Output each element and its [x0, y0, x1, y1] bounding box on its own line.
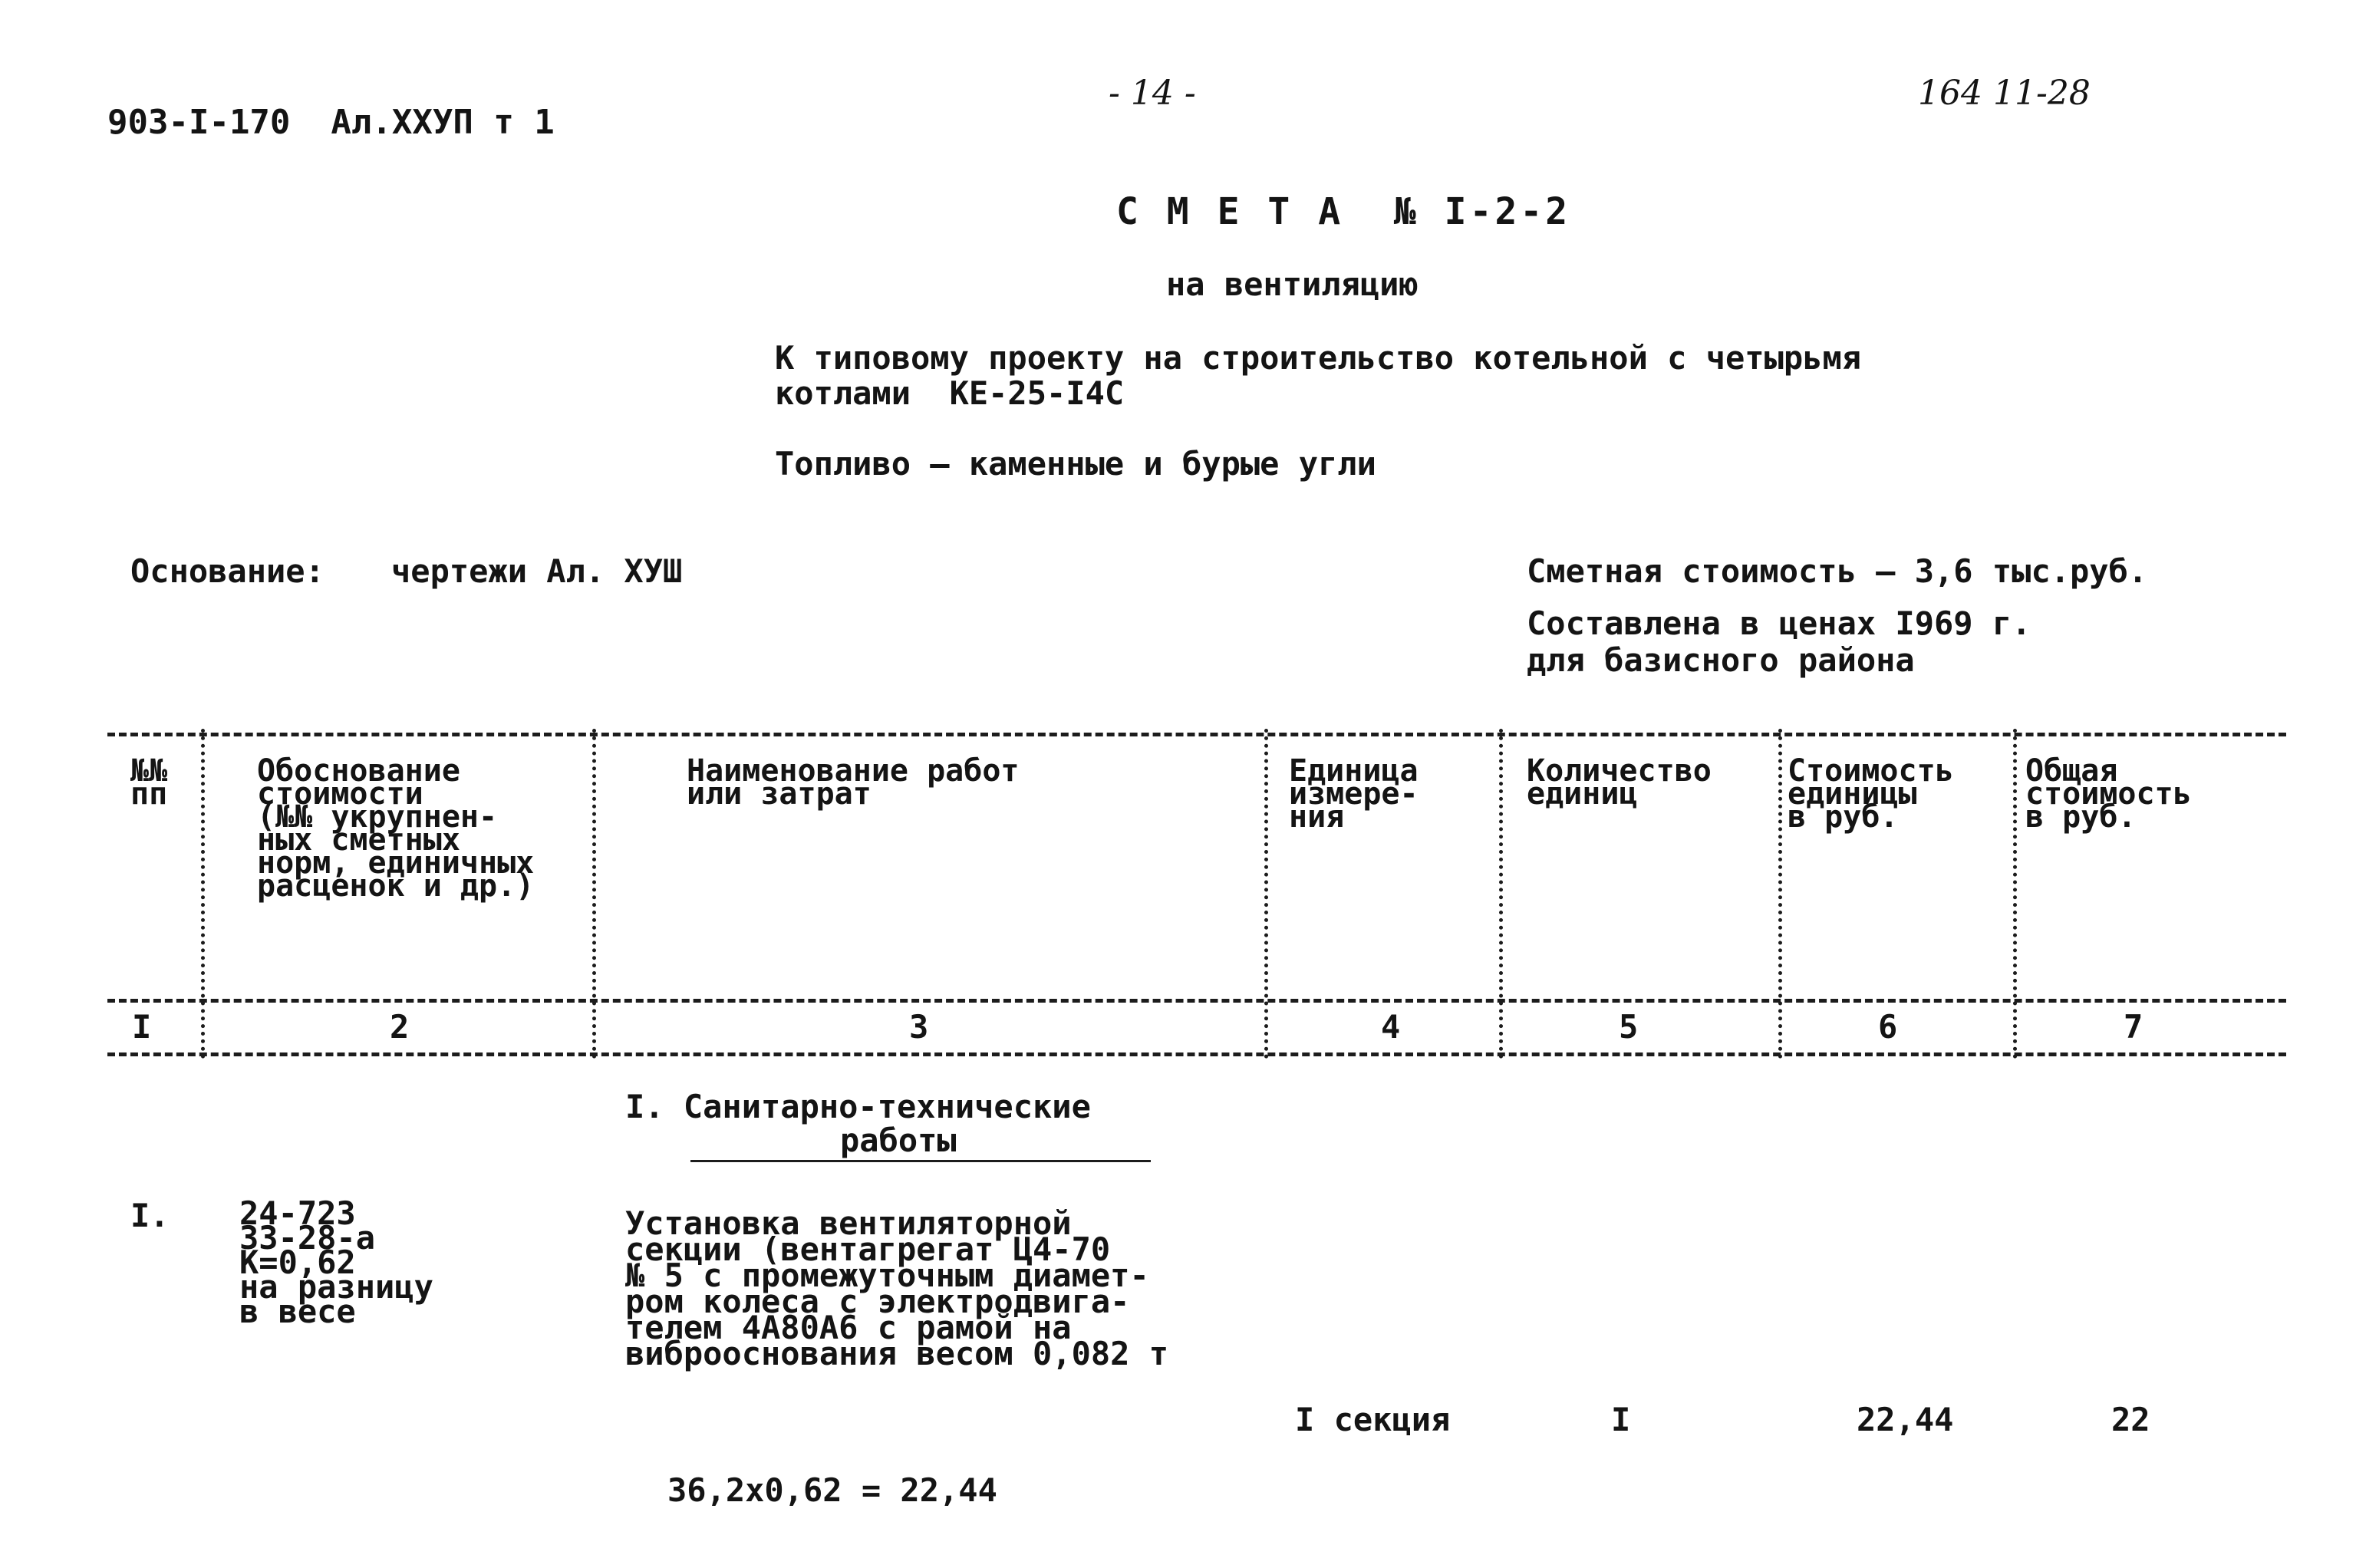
row-number: I.	[130, 1197, 170, 1234]
project-line-1: К типовому проекту на строительство котельной с четырьмя	[775, 339, 1862, 377]
col-header-unit-price: Стоимость единицы в руб.	[1788, 753, 1954, 835]
estimated-cost: Сметная стоимость – 3,6 тыс.руб.	[1527, 552, 2148, 590]
table-numbers-rule	[107, 1052, 2286, 1056]
page-number: - 14 -	[1109, 74, 1196, 113]
row-quantity: I	[1611, 1401, 1631, 1438]
row-basis: 24-723 33-28-а К=0,62 на разницу в весе	[239, 1194, 433, 1330]
prices-year: Составлена в ценах I969 г.	[1527, 604, 2031, 642]
col-header-description: Наименование работ или затрат	[687, 753, 1020, 812]
archive-number: 164 11-28	[1918, 74, 2091, 113]
row-calculation: 36,2х0,62 = 22,44	[667, 1471, 997, 1509]
basis-label: Основание:	[130, 552, 325, 590]
col-header-total: Общая стоимость в руб.	[2025, 753, 2192, 835]
col-number-2: 2	[390, 1008, 410, 1046]
document-code: 903-I-170 Ал.XXУП т 1	[107, 103, 555, 142]
col-number-4: 4	[1381, 1008, 1401, 1046]
col-header-quantity: Количество единиц	[1527, 753, 1712, 812]
col-sep-1	[201, 729, 205, 1059]
col-number-6: 6	[1878, 1008, 1898, 1046]
row-unit-price: 22,44	[1857, 1401, 1954, 1438]
col-sep-3	[1264, 729, 1268, 1059]
row-total: 22	[2111, 1401, 2150, 1438]
col-sep-4	[1499, 729, 1503, 1059]
col-header-unit: Единица измере- ния	[1289, 753, 1419, 835]
section-underline	[690, 1160, 1151, 1162]
row-description: Установка вентиляторной секции (вентагрегат Ц4-70 № 5 с промежуточным диамет- ром колеса с электродвига- телем 4А80А6 с рамой на виброоснования весом 0,082 т	[625, 1204, 1169, 1372]
basis-value: чертежи Ал. ХУШ	[391, 552, 683, 590]
col-number-5: 5	[1619, 1008, 1639, 1046]
section-title: I. Санитарно-технические	[625, 1088, 1091, 1125]
table-header-rule	[107, 999, 2286, 1003]
section-title-cont: работы	[840, 1122, 957, 1159]
project-line-2: котлами КЕ-25-I4С	[775, 374, 1125, 412]
row-unit: I секция	[1295, 1401, 1451, 1438]
col-sep-6	[2013, 729, 2017, 1059]
col-number-1: I	[132, 1008, 152, 1046]
col-header-number: №№ пп	[130, 753, 168, 812]
estimate-subject: на вентиляцию	[1166, 265, 1419, 303]
col-header-basis: Обоснование стоимости (№№ укрупнен- ных сметных норм, единичных расценок и др.)	[257, 753, 535, 904]
table-top-rule	[107, 733, 2286, 736]
fuel-line: Топливо – каменные и бурые угли	[775, 445, 1376, 483]
base-region: для базисного района	[1527, 641, 1915, 679]
col-number-7: 7	[2124, 1008, 2143, 1046]
estimate-title: С М Е Т А № I-2-2	[1116, 190, 1571, 233]
col-number-3: 3	[909, 1008, 929, 1046]
col-sep-5	[1778, 729, 1782, 1059]
col-sep-2	[592, 729, 596, 1059]
